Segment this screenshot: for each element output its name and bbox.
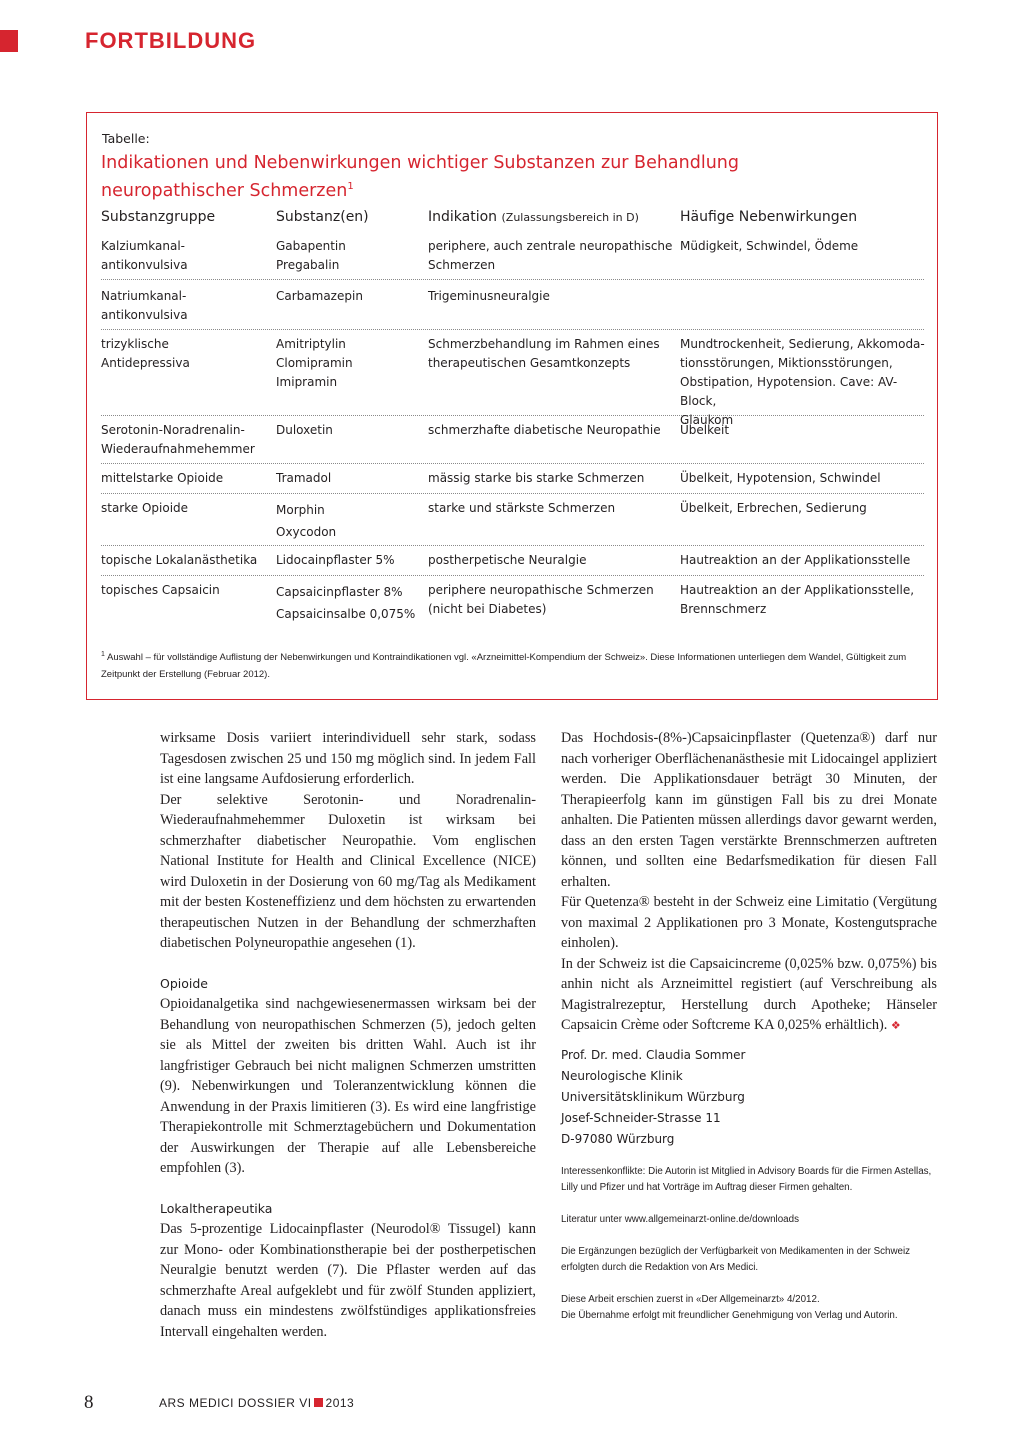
author-city: D-97080 Würzburg <box>561 1131 675 1146</box>
footnote-mark: 1 <box>101 651 105 658</box>
cell-line: Pregabalin <box>276 258 340 272</box>
cell-line: (nicht bei Diabetes) <box>428 602 547 616</box>
permission-note: Die Übernahme erfolgt mit freundlicher Genehmigung von Verlag und Autorin. <box>561 1309 898 1321</box>
table-title-footnote-mark: 1 <box>347 181 354 192</box>
table-title <box>101 151 841 203</box>
section-title: FORTBILDUNG <box>85 28 257 53</box>
supplement-note: Die Ergänzungen bezüglich der Verfügbarkeit von Medikamenten in der Schweiz erfolgten durch die Redaktion von Ars Medici. <box>561 1245 911 1273</box>
cell-side-effects <box>680 335 930 430</box>
header-side-effects: Häufige Nebenwirkungen <box>680 209 858 225</box>
cell-line: periphere, auch zentrale neuropathische <box>428 239 673 253</box>
cell-group <box>101 469 271 488</box>
cell-line: tionsstörungen, Miktionsstörungen, <box>680 356 893 370</box>
table-row <box>101 469 924 494</box>
cell-line: Hautreaktion an der Applikationsstelle, <box>680 583 915 597</box>
right-column <box>561 728 937 1324</box>
author-name: Prof. Dr. med. Claudia Sommer <box>561 1047 746 1062</box>
conflicts-note: Interessenkonflikte: Die Autorin ist Mitglied in Advisory Boards für die Firmen Astellas, Lilly und Pfizer und hat Vorträge im Auftrag dieser Firmen gehalten. <box>561 1165 932 1193</box>
cell-group <box>101 421 271 459</box>
cell-side-effects <box>680 421 930 440</box>
section-marker <box>0 30 18 52</box>
cell-line: Imipramin <box>276 375 338 389</box>
paragraph: Das Hochdosis-(8%-)Capsaicinpflaster (Quetenza®) darf nur nach vorheriger Oberflächenanästhesie mit Lidocaingel appliziert werden. Die Applikationsdauer beträgt 30 Minuten, der Therapieerfolg kann im günstigen Fall bis zu drei Monate anhalten. Die Patienten müssen allerdings davor gewarnt werden, dass an den ersten Tagen verstärkte Brennschmerzen auftreten können, und sollten eine Bedarfsmedikation für diesen Fall erhalten. <box>561 730 937 890</box>
table-label: Tabelle: <box>102 131 150 146</box>
cell-line: Capsaicinsalbe 0,075% <box>276 607 416 621</box>
cell-line: starke Opioide <box>101 501 189 515</box>
cell-line: Clomipramin <box>276 356 353 370</box>
cell-line: Obstipation, Hypotension. Cave: AV-Block, <box>680 375 898 408</box>
cell-group <box>101 499 271 518</box>
cell-line: trizyklische <box>101 337 169 351</box>
cell-substance <box>276 287 424 306</box>
cell-side-effects <box>680 469 930 488</box>
cell-line: Serotonin-Noradrenalin- <box>101 423 245 437</box>
cell-group <box>101 335 271 373</box>
table-row <box>101 499 924 546</box>
cell-indication <box>428 287 678 306</box>
cell-indication <box>428 469 678 488</box>
cell-side-effects <box>680 581 930 619</box>
subheading-opioide: Opioide <box>160 975 208 991</box>
cell-line: Müdigkeit, Schwindel, Ödeme <box>680 239 859 253</box>
cell-line: Natriumkanal- <box>101 289 187 303</box>
footer-publication <box>159 1396 354 1410</box>
source-note: Diese Arbeit erschien zuerst in «Der Allgemeinarzt» 4/2012. <box>561 1293 820 1305</box>
end-mark-icon: ❖ <box>890 1020 901 1032</box>
cell-line: Schmerzbehandlung im Rahmen eines <box>428 337 660 351</box>
cell-substance <box>276 581 424 625</box>
cell-group <box>101 287 271 325</box>
cell-line: mittelstarke Opioide <box>101 471 224 485</box>
cell-line: Kalziumkanal- <box>101 239 185 253</box>
paragraph: Für Quetenza® besteht in der Schweiz eine Limitatio (Vergütung von maximal 2 Applikationen pro 3 Monate, Kostengutsprache einholen). <box>561 894 937 951</box>
publication-year: 2013 <box>325 1396 355 1410</box>
cell-group <box>101 581 271 600</box>
cell-line: Amitriptylin <box>276 337 346 351</box>
cell-line: schmerzhafte diabetische Neuropathie <box>428 423 661 437</box>
cell-line: Tramadol <box>276 471 332 485</box>
cell-line: topisches Capsaicin <box>101 583 220 597</box>
header-group: Substanzgruppe <box>101 209 216 225</box>
paragraph: wirksame Dosis variiert interindividuell sehr stark, sodass Tagesdosen zwischen 25 und 150 mg möglich sind. In jedem Fall ist eine langsame Aufdosierung erforderlich. <box>160 730 536 787</box>
paragraph <box>561 954 937 1037</box>
cell-indication <box>428 335 678 373</box>
cell-substance <box>276 499 424 543</box>
table-box <box>86 112 938 700</box>
cell-side-effects <box>680 551 930 570</box>
cell-indication <box>428 499 678 518</box>
table-row <box>101 581 924 623</box>
paragraph: Das 5-prozentige Lidocainpflaster (Neurodol® Tissugel) kann zur Mono- oder Kombinationstherapie bei der postherpetischen Neuralgie benutzt werden (7). Die Pflaster werden auf das schmerzhafte Areal aufgeklebt und für zwölf Stunden appliziert, danach muss ein mindestens zwölfstündiges applikationsfreies Intervall eingehalten werden. <box>160 1221 536 1340</box>
author-hospital: Universitätsklinikum Würzburg <box>561 1089 745 1104</box>
square-icon <box>314 1398 323 1407</box>
left-column <box>160 728 536 1342</box>
table-title-text: Indikationen und Nebenwirkungen wichtiger Substanzen zur Behandlung neuropathischer Schmerzen <box>101 153 739 201</box>
cell-line: starke und stärkste Schmerzen <box>428 501 616 515</box>
cell-group <box>101 237 271 275</box>
cell-line: Glaukom <box>680 413 734 427</box>
author-street: Josef-Schneider-Strasse 11 <box>561 1110 721 1125</box>
cell-indication <box>428 237 678 275</box>
cell-substance <box>276 421 424 440</box>
table-row <box>101 551 924 576</box>
cell-line: Gabapentin <box>276 239 346 253</box>
cell-line: Übelkeit, Hypotension, Schwindel <box>680 471 881 485</box>
cell-line: Carbamazepin <box>276 289 363 303</box>
cell-line: Wiederaufnahmehemmer <box>101 442 255 456</box>
cell-indication <box>428 551 678 570</box>
header-indication-label: Indikation <box>428 209 498 225</box>
table-row <box>101 421 924 464</box>
cell-side-effects <box>680 237 930 256</box>
table-row <box>101 237 924 280</box>
footnote-text: Auswahl – für vollständige Auflistung der Nebenwirkungen und Kontraindikationen vgl. «Arzneimittel-Kompendium der Schweiz». Diese Informationen unterliegen dem Wandel, Gültigkeit zum Zeitpunkt der Erstellung (Februar 2012). <box>101 652 907 681</box>
cell-group <box>101 551 271 570</box>
cell-line: Übelkeit <box>680 423 730 437</box>
paragraph: Der selektive Serotonin- und Noradrenalin-Wiederaufnahmehemmer Duloxetin ist wirksam bei schmerzhafter diabetischer Neuropathie. Vom englischen National Institute for Health and Clinical Excellence (NICE) wird Duloxetin in der Dosierung von 60 mg/Tag als Medikament mit der besten Kosteneffizienz und dem höchsten zu erwartenden therapeutischen Nutzen in der Behandlung der schmerzhaften diabetischen Polyneuropathie angesehen (1). <box>160 791 536 951</box>
cell-indication <box>428 421 678 440</box>
page-number: 8 <box>84 1392 94 1413</box>
literature-note: Literatur unter www.allgemeinarzt-online.de/downloads <box>561 1213 799 1225</box>
cell-indication <box>428 581 678 619</box>
header-indication <box>428 209 639 225</box>
author-clinic: Neurologische Klinik <box>561 1068 683 1083</box>
cell-substance <box>276 335 424 392</box>
cell-line: topische Lokalanästhetika <box>101 553 258 567</box>
cell-line: Morphin <box>276 503 325 517</box>
cell-line: Duloxetin <box>276 423 333 437</box>
table-row <box>101 335 925 427</box>
header-substance: Substanz(en) <box>276 209 369 225</box>
cell-line: Übelkeit, Erbrechen, Sedierung <box>680 501 867 515</box>
cell-line: Lidocainpflaster 5% <box>276 553 395 567</box>
cell-line: Antidepressiva <box>101 356 190 370</box>
cell-line: Mundtrockenheit, Sedierung, Akkomoda- <box>680 337 925 351</box>
cell-substance <box>276 551 424 570</box>
cell-line: Trigeminusneuralgie <box>428 289 550 303</box>
table-row <box>101 287 924 330</box>
cell-substance <box>276 469 424 488</box>
paragraph: Opioidanalgetika sind nachgewiesenermassen wirksam bei der Behandlung von neuropathischen Schmerzen (5), jedoch gelten sie als Mittel der zweiten bis dritten Wahl. Auch ist ihr langfristiger Gebrauch bei nicht malignen Schmerzen umstritten (9). Nebenwirkungen und Toleranzentwicklung können die Anwendung in der Praxis limitieren (3). Es wird eine langfristige Therapiekontrolle mit Schmerztagebüchern und Dokumentation der Auswirkungen der Therapie auf alle Lebensbereiche empfohlen (3). <box>160 996 536 1176</box>
table-footnote <box>101 646 929 683</box>
cell-line: therapeutischen Gesamtkonzepts <box>428 356 631 370</box>
cell-line: antikonvulsiva <box>101 258 188 272</box>
cell-line: postherpetische Neuralgie <box>428 553 587 567</box>
cell-line: Hautreaktion an der Applikationsstelle <box>680 553 911 567</box>
cell-substance <box>276 237 424 275</box>
header-indication-note: (Zulassungsbereich in D) <box>501 211 639 224</box>
publication-name: ARS MEDICI DOSSIER VI <box>159 1396 312 1410</box>
paragraph-text: In der Schweiz ist die Capsaicincreme (0,025% bzw. 0,075%) bis anhin nicht als Arzneimittel registiert (auf Verschreibung als Magistralrezeptur, Herstellung durch Apotheke; Hänseler Capsaicin Crème oder Softcreme KA 0,025% erhältlich). <box>561 955 937 1033</box>
cell-line: Capsaicinpflaster 8% <box>276 585 403 599</box>
cell-line: Oxycodon <box>276 525 337 539</box>
cell-line: antikonvulsiva <box>101 308 188 322</box>
cell-line: Schmerzen <box>428 258 496 272</box>
cell-line: Brennschmerz <box>680 602 767 616</box>
cell-line: mässig starke bis starke Schmerzen <box>428 471 645 485</box>
subheading-lokaltherapeutika: Lokaltherapeutika <box>160 1200 273 1216</box>
cell-line: periphere neuropathische Schmerzen <box>428 583 654 597</box>
cell-side-effects <box>680 499 930 518</box>
